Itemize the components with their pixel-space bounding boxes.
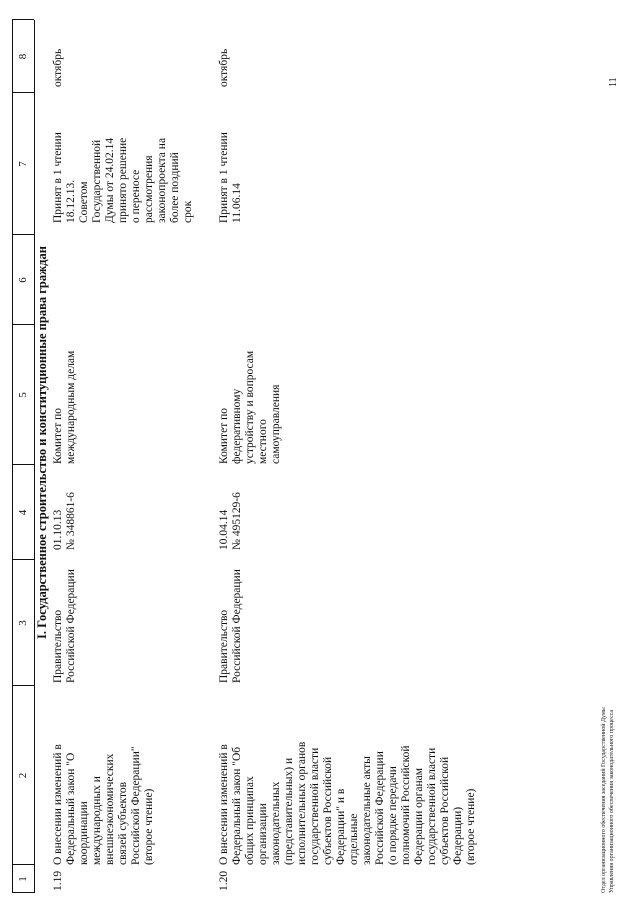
col-number: 2 — [17, 772, 29, 779]
bill-status: Принят в 1 чтении 18.12.13. Советом Государственной Думы от 24.02.14 принято решение о переносе рассмотрения законопроекта на более поздний срок — [52, 132, 194, 223]
bill-initiator: Правительство Российской Федерации — [218, 569, 243, 683]
planned-period: октябрь — [218, 48, 230, 87]
row-number: 1.19 — [52, 870, 64, 891]
responsible-committee: Комитет по международным делам — [52, 350, 77, 464]
footer-line: Управления организационного обеспечения законодательного процесса — [609, 709, 615, 893]
responsible-committee: Комитет по федеративному устройству и вопросам местного самоуправления — [218, 350, 282, 464]
col-number: 5 — [17, 392, 29, 398]
section-title: I. Государственное строительство и конституционные права граждан — [35, 246, 49, 639]
bill-registration: 10.04.14 № 495129-6 — [218, 492, 243, 550]
footer-line: Отдел организационного обеспечения заседаний Государственной Думы — [601, 707, 607, 893]
bill-title: О внесении изменений в Федеральный закон "Об общих принципах организации законодательных (представительных) и исполнительных органов государственной власти субъектов Российской Федерации" и в отдельные законодательные акты Российской Федерации (о порядке передачи полномочий Российской Федерации органам государственной власти субъектов Российской Федерации) (второе чтение) — [218, 741, 477, 865]
col-number: 8 — [17, 53, 29, 60]
bill-registration: 01.10.13 № 348861-6 — [52, 492, 77, 550]
planned-period: октябрь — [52, 48, 64, 87]
col-number: 1 — [17, 876, 29, 882]
row-number: 1.20 — [218, 870, 230, 891]
bill-initiator: Правительство Российской Федерации — [52, 569, 77, 683]
col-number: 4 — [17, 509, 29, 516]
col-number: 3 — [17, 620, 29, 626]
page-number: 11 — [608, 77, 619, 87]
col-number: 7 — [17, 161, 29, 167]
col-number: 6 — [17, 277, 29, 283]
bill-title: О внесении изменений в Федеральный закон "О координации международных и внешнеэкономических связей субъектов Российской Федерации" (второе чтение) — [52, 744, 155, 865]
bill-status: Принят в 1 чтении 11.06.14 — [218, 132, 243, 223]
